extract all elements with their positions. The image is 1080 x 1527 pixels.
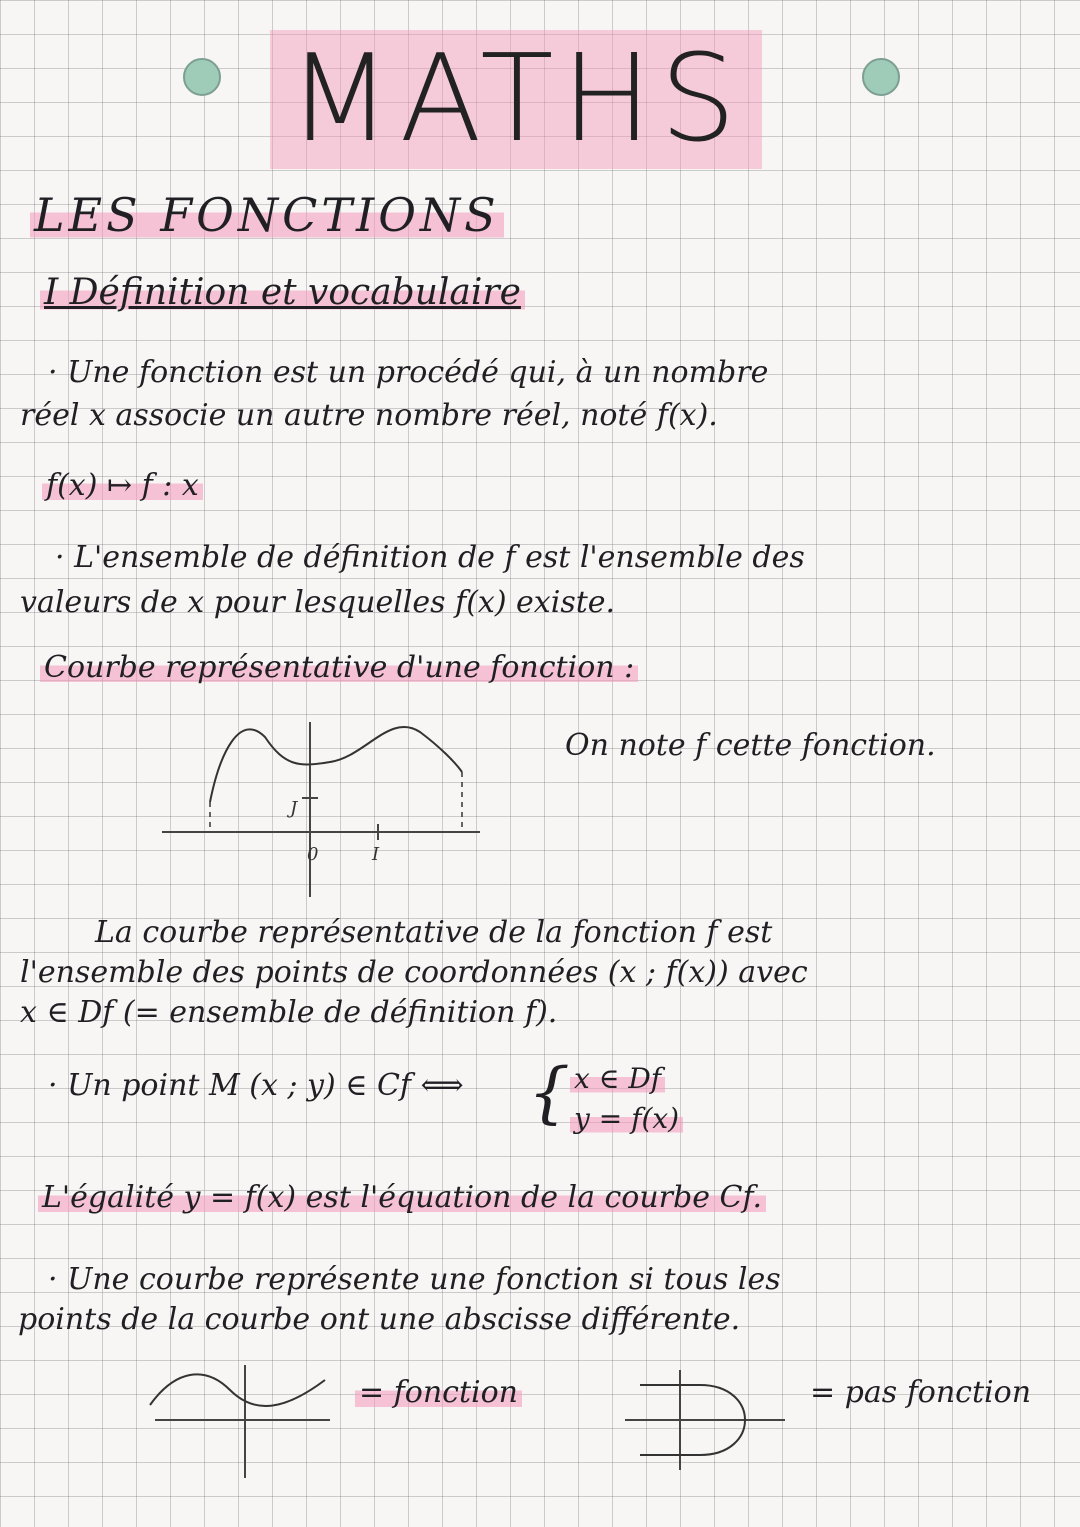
rule-line-1: · Une courbe représente une fonction si tous les <box>48 1262 781 1297</box>
point-line: · Un point M (x ; y) ∈ Cf ⟺ <box>48 1068 464 1103</box>
graph-label-unit-y: J <box>290 798 298 819</box>
function-curve <box>210 727 462 802</box>
curve-desc-3: x ∈ Df (= ensemble de définition f). <box>20 995 558 1030</box>
curve-heading: Courbe représentative d'une fonction : <box>40 650 638 685</box>
domain-line-1: · L'ensemble de définition de f est l'ensemble des <box>55 540 805 575</box>
example-not-function-label: = pas fonction <box>810 1375 1032 1410</box>
point-condition-1: x ∈ Df <box>570 1062 665 1095</box>
curve-sketch <box>150 712 490 902</box>
example-function-sketch <box>145 1360 335 1480</box>
graph-label-unit-x: I <box>372 844 380 865</box>
rule-line-2: points de la courbe ont une abscisse différente. <box>18 1302 741 1337</box>
chapter-title: LES FONCTIONS <box>30 188 504 242</box>
curve-note: On note f cette fonction. <box>565 728 936 763</box>
example-function-label: = fonction <box>355 1375 522 1410</box>
definition-line-1: · Une fonction est un procédé qui, à un nombre <box>48 355 769 390</box>
binder-hole-left <box>183 58 221 96</box>
definition-line-2: réel x associe un autre nombre réel, noté f(x). <box>20 398 718 433</box>
example-not-function-sketch <box>620 1365 790 1475</box>
domain-line-2: valeurs de x pour lesquelles f(x) existe. <box>20 585 616 620</box>
point-condition-2: y = f(x) <box>570 1102 683 1135</box>
page-title: MATHS <box>270 30 762 169</box>
curve-desc-2: l'ensemble des points de coordonnées (x ; f(x)) avec <box>20 955 808 990</box>
equation-line: L'égalité y = f(x) est l'équation de la courbe Cf. <box>38 1180 766 1215</box>
curve-desc-1: La courbe représentative de la fonction f est <box>95 915 773 950</box>
definition-formula: f(x) ↦ f : x <box>42 468 203 503</box>
section-heading: I Définition et vocabulaire <box>40 272 525 313</box>
point-brace: { <box>528 1054 570 1131</box>
graph-label-origin: 0 <box>307 844 319 865</box>
binder-hole-right <box>862 58 900 96</box>
